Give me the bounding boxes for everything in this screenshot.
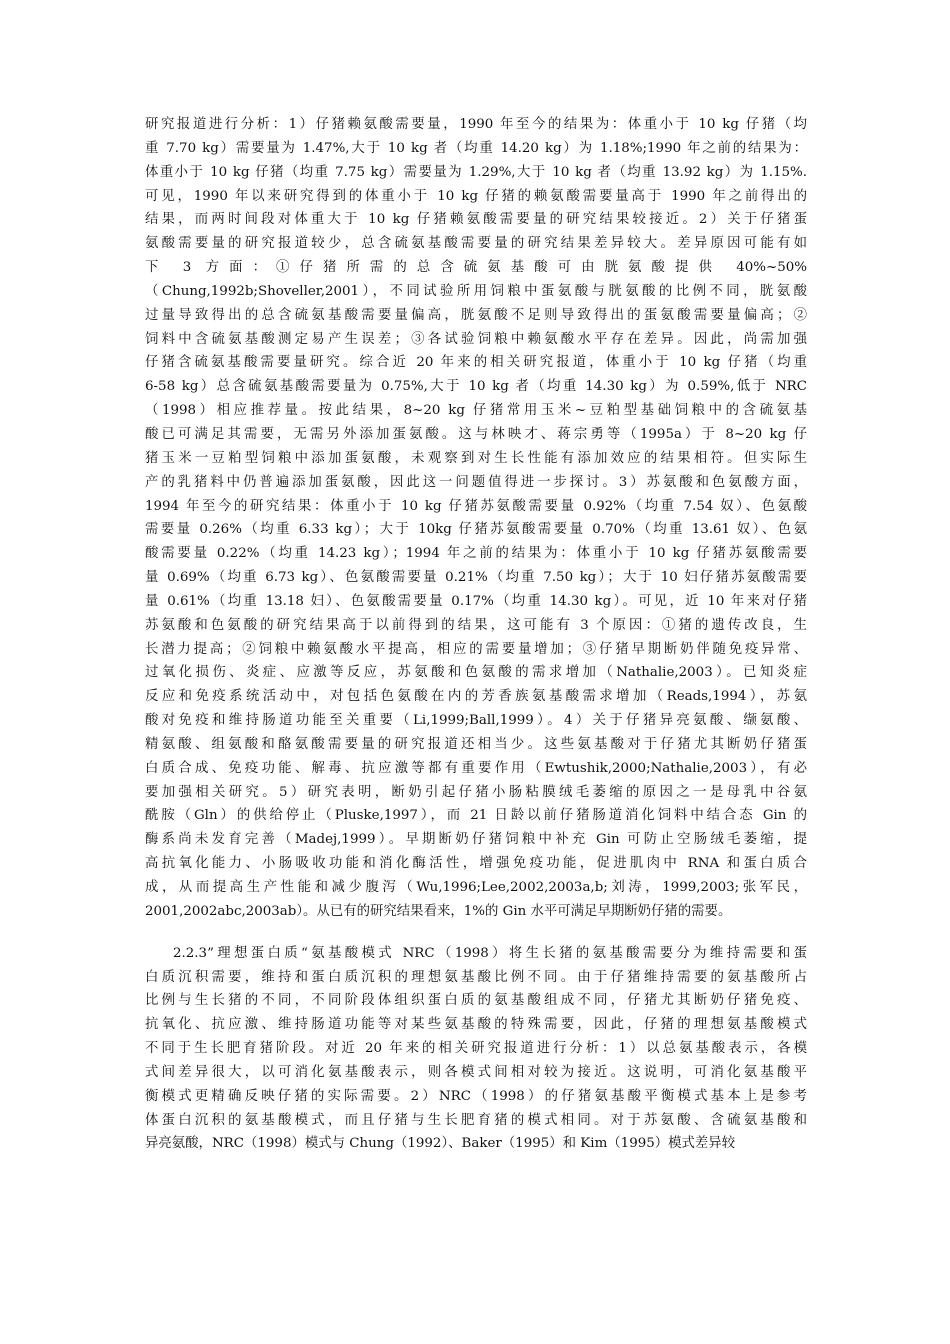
text-line: 酸需要量 0.22%（均重 14.23 kg）；1994 年之前的结果为：体重小于 10 kg 仔猪苏氨酸需要: [145, 546, 807, 562]
text-line: 量 0.69%（均重 6.73 kg）、色氨酸需要量 0.21%（均重 7.50 kg）；大于 10 妇仔猪苏氨酸需要: [145, 570, 807, 586]
text-line: 6-58 kg）总含硫氨基酸需要量为 0.75%,大于 10 kg 者（均重 14.30 kg）为 0.59%,低于 NRC: [145, 379, 807, 395]
text-line: 式间差异很大，以可消化氨基酸表示，则各模式间相对较为接近。这说明，可消化氨基酸平: [145, 1064, 807, 1080]
text-line: 长潜力提高；②饲粮中赖氨酸水平提高，相应的需要量增加；③仔猪早期断奶伴随免疫异常、: [145, 641, 807, 657]
text-line: 猪玉米一豆粕型饲粮中添加蛋氨酸，未观察到对生长性能有添加效应的结果相符。但实际生: [145, 450, 807, 466]
text-line: 苏氨酸和色氨酸的研究结果高于以前得到的结果，这可能有 3 个原因：①猪的遗传改良，生: [145, 617, 807, 633]
text-line: （1998）相应推荐量。按此结果，8~20 kg 仔猪常用玉米~豆粕型基础饲粮中的含硫氨基: [145, 403, 807, 419]
paragraph-ideal-protein-pattern: [145, 942, 807, 1157]
text-line: 仔猪含硫氨基酸需要量研究。综合近 20 年来的相关研究报道，体重小于 10 kg 仔猪（均重: [145, 355, 807, 371]
text-line: 酸已可满足其需要，无需另外添加蛋氨酸。这与林映才、蒋宗勇等（1995a）于 8~20 kg 仔: [145, 426, 807, 442]
text-line: 饲料中含硫氨基酸测定易产生误差；③各试验饲粮中赖氨酸水平存在差异。因此，尚需加强: [145, 331, 807, 347]
text-line: 过量导致得出的总含硫氨基酸需要量偏高，胱氨酸不足则导致得出的蛋氨酸需要量偏高；②: [145, 307, 807, 323]
text-line: 产的乳猪料中仍普遍添加蛋氨酸，因此这一问题值得进一步探讨。3）苏氨酸和色氨酸方面，: [145, 474, 807, 490]
text-line: 不同于生长肥育猪阶段。对近 20 年来的相关研究报道进行分析：1）以总氨基酸表示，各模: [145, 1041, 807, 1057]
text-line: （Chung,1992b;Shoveller,2001），不同试验所用饲粮中蛋氨酸与胱氨酸的比例不同，胱氨酸: [145, 283, 807, 299]
text-line: 2.2.3”理想蛋白质“氨基酸模式 NRC（1998）将生长猪的氨基酸需要分为维持需要和蛋: [173, 945, 807, 961]
paragraph-amino-acid-requirements: [145, 113, 807, 924]
text-line: 可见，1990 年以来研究得到的体重小于 10 kg 仔猪的赖氨酸需要量高于 1990 年之前得出的: [145, 188, 807, 204]
text-line: 酶系尚未发育完善（Madej,1999）。早期断奶仔猪饲粮中补充 Gin 可防止空肠绒毛萎缩，提: [145, 832, 807, 848]
text-line: 研究报道进行分析：1）仔猪赖氨酸需要量，1990 年至今的结果为：体重小于 10 kg 仔猪（均: [145, 117, 807, 132]
text-line: 酰胺（Gln）的供给停止（Pluske,1997），而 21 日龄以前仔猪肠道消化饲料中结合态 Gin 的: [145, 808, 807, 824]
text-line: 酸对免疫和维持肠道功能至关重要（Li,1999;Ball,1999）。4）关于仔猪异亮氨酸、缬氨酸、: [145, 713, 807, 729]
text-line: 反应和免疫系统活动中，对包括色氨酸在内的芳香族氨基酸需求增加（Reads,1994），苏氨: [145, 689, 807, 705]
text-line: 体重小于 10 kg 仔猪（均重 7.75 kg）需要量为 1.29%,大于 10 kg 者（均重 13.92 kg）为 1.15%.: [145, 164, 807, 180]
text-line: 体蛋白沉积的氨基酸模式，而且仔猪与生长肥育猪的模式相同。对于苏氨酸、含硫氨基酸和: [145, 1112, 807, 1128]
text-line: 下 3 方面：①仔猪所需的总含硫氨基酸可由胱氨酸提供 40%~50%: [145, 260, 807, 276]
text-line: 过氧化损伤、炎症、应激等反应，苏氨酸和色氨酸的需求增加（Nathalie,2003）。已知炎症: [145, 665, 807, 681]
text-line: 2001,2002abc,2003ab）。从已有的研究结果看来，1%的 Gin 水平可满足早期断奶仔猪的需要。: [145, 903, 732, 919]
text-line: 比例与生长猪的不同，不同阶段体组织蛋白质的氨基酸组成不同，仔猪尤其断奶仔猪免疫、: [145, 993, 807, 1009]
text-line: 成，从而提高生产性能和减少腹泻（Wu,1996;Lee,2002,2003a,b;刘涛，1999,2003;张军民，: [145, 880, 807, 895]
text-line: 高抗氧化能力、小肠吸收功能和消化酶活性，增强免疫功能，促进肌肉中 RNA 和蛋白质合: [145, 856, 807, 872]
text-line: 白质合成、免疫功能、解毒、抗应激等都有重要作用（Ewtushik,2000;Nathalie,2003），有必: [145, 760, 807, 776]
paragraph-gap: [145, 924, 807, 942]
text-line: 氨酸需要量的研究报道较少，总含硫氨基酸需要量的研究结果差异较大。差异原因可能有如: [145, 236, 807, 252]
text-line: 抗氧化、抗应激、维持肠道功能等对某些氨基酸的特殊需要，因此，仔猪的理想氨基酸模式: [145, 1017, 807, 1033]
text-line: 异亮氨酸，NRC（1998）模式与 Chung（1992）、Baker（1995）和 Kim（1995）模式差异较: [145, 1136, 736, 1152]
text-line: 重 7.70 kg）需要量为 1.47%,大于 10 kg 者（均重 14.20 kg）为 1.18%;1990 年之前的结果为：: [145, 140, 807, 156]
document-page: [145, 113, 807, 1156]
text-line: 结果，而两时间段对体重大于 10 kg 仔猪赖氨酸需要量的研究结果较接近。2）关于仔猪蛋: [145, 212, 807, 228]
text-line: 量 0.61%（均重 13.18 妇）、色氨酸需要量 0.17%（均重 14.30 kg）。可见，近 10 年来对仔猪: [145, 593, 807, 609]
text-line: 需要量 0.26%（均重 6.33 kg）；大于 10kg 仔猪苏氨酸需要量 0.70%（均重 13.61 奴）、色氨: [145, 522, 807, 538]
text-line: 1994 年至今的研究结果：体重小于 10 kg 仔猪苏氨酸需要量 0.92%（均重 7.54 奴）、色氨酸: [145, 498, 807, 514]
text-line: 白质沉积需要，维持和蛋白质沉积的理想氨基酸比例不同。由于仔猪维持需要的氨基酸所占: [145, 969, 807, 985]
text-line: 要加强相关研究。5）研究表明，断奶引起仔猪小肠粘膜绒毛萎缩的原因之一是母乳中谷氨: [145, 784, 807, 800]
text-line: 衡模式更精确反映仔猪的实际需要。2）NRC（1998）的仔猪氨基酸平衡模式基本上是参考: [145, 1088, 807, 1104]
text-line: 精氨酸、组氨酸和酪氨酸需要量的研究报道还相当少。这些氨基酸对于仔猪尤其断奶仔猪蛋: [145, 736, 807, 752]
